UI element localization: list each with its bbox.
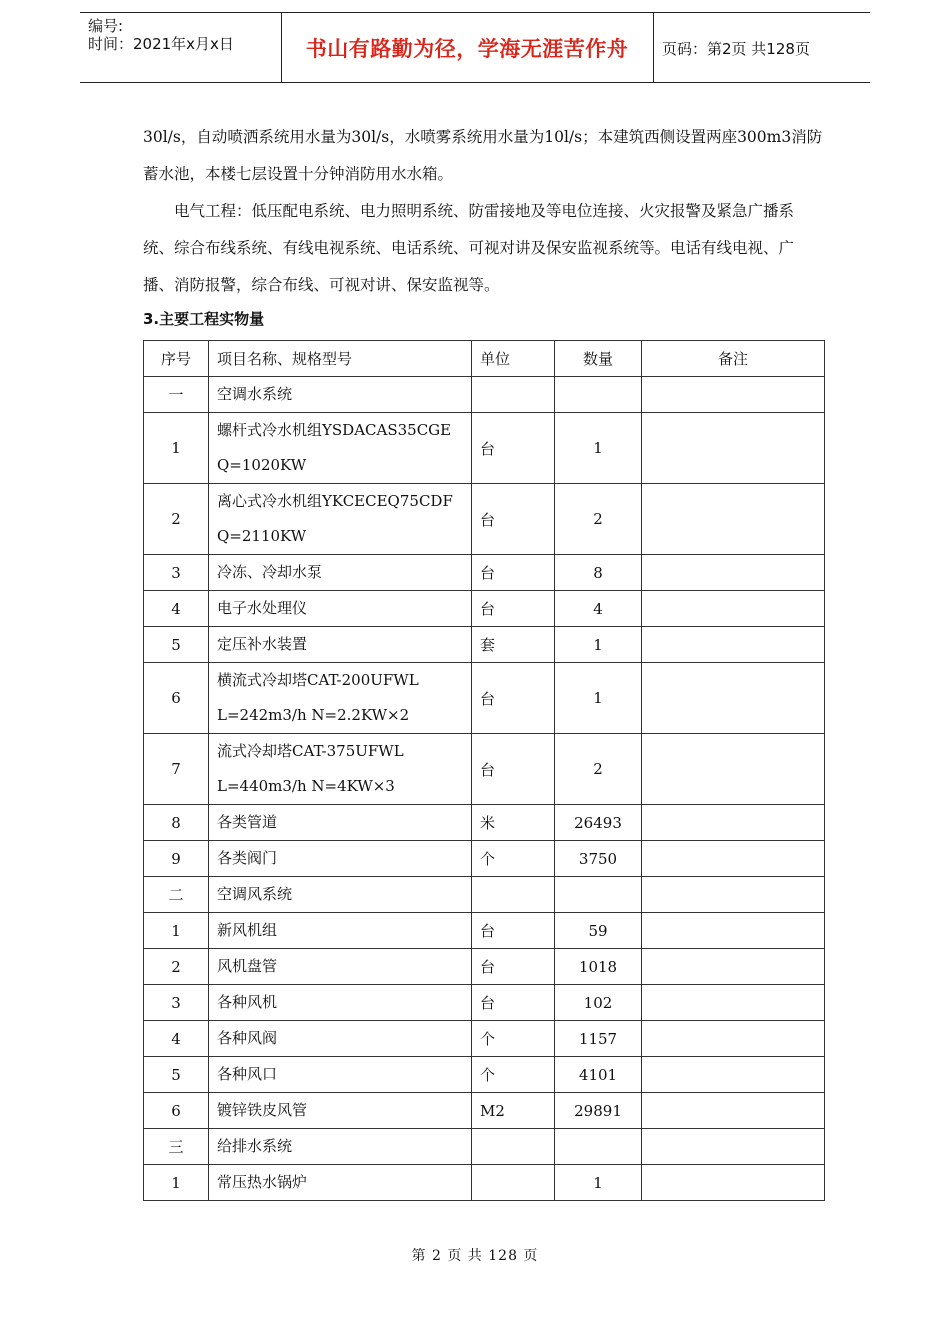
cell-unit	[472, 877, 555, 913]
cell-name	[209, 1021, 472, 1057]
cell-name-line: 横流式冷却塔CAT-200UFWL	[217, 671, 419, 689]
header-page-number: 页码：第2页 共128页	[662, 40, 810, 58]
cell-quantity: 2	[555, 484, 642, 555]
cell-quantity: 2	[555, 734, 642, 805]
cell-remarks	[642, 413, 825, 484]
cell-quantity: 29891	[555, 1093, 642, 1129]
table-row	[144, 413, 825, 484]
cell-remarks	[642, 1165, 825, 1201]
cell-name-spec-line: Q=1020KW	[217, 456, 307, 474]
cell-no: 9	[144, 841, 209, 877]
cell-unit: 台	[472, 663, 555, 734]
table-row	[144, 591, 825, 627]
table-row	[144, 627, 825, 663]
cell-no: 1	[144, 413, 209, 484]
cell-no: 5	[144, 627, 209, 663]
cell-unit: 台	[472, 949, 555, 985]
cell-name	[209, 949, 472, 985]
cell-no: 3	[144, 555, 209, 591]
cell-remarks	[642, 805, 825, 841]
cell-name-line: 离心式冷水机组YKCECEQ75CDF	[217, 492, 453, 510]
cell-no: 1	[144, 1165, 209, 1201]
cell-unit: 台	[472, 484, 555, 555]
cell-remarks	[642, 841, 825, 877]
table-row	[144, 1021, 825, 1057]
column-header-no: 序号	[144, 341, 209, 377]
column-header-quantity: 数量	[555, 341, 642, 377]
page-header	[80, 12, 870, 83]
cell-quantity: 26493	[555, 805, 642, 841]
cell-name	[209, 1129, 472, 1165]
cell-name-spec-line: Q=2110KW	[217, 527, 307, 545]
table-row	[144, 555, 825, 591]
cell-quantity: 4	[555, 591, 642, 627]
cell-no: 2	[144, 949, 209, 985]
cell-name	[209, 627, 472, 663]
header-divider	[653, 13, 654, 82]
cell-quantity: 1018	[555, 949, 642, 985]
cell-name	[209, 734, 472, 805]
cell-name-line: 各种风机	[217, 993, 278, 1011]
cell-unit: 台	[472, 413, 555, 484]
column-header-unit: 单位	[472, 341, 555, 377]
cell-quantity	[555, 377, 642, 413]
cell-no: 2	[144, 484, 209, 555]
cell-unit	[472, 1165, 555, 1201]
header-motto: 书山有路勤为径，学海无涯苦作舟	[305, 37, 629, 61]
cell-quantity: 1	[555, 1165, 642, 1201]
table-row	[144, 877, 825, 913]
cell-quantity: 8	[555, 555, 642, 591]
cell-remarks	[642, 377, 825, 413]
cell-quantity: 1157	[555, 1021, 642, 1057]
cell-no: 三	[144, 1129, 209, 1165]
table-row	[144, 949, 825, 985]
cell-name	[209, 985, 472, 1021]
cell-remarks	[642, 1129, 825, 1165]
cell-name-line: 常压热水锅炉	[217, 1173, 308, 1191]
cell-name-line: 流式冷却塔CAT-375UFWL	[217, 742, 404, 760]
header-meta	[88, 17, 234, 53]
cell-no: 8	[144, 805, 209, 841]
cell-no: 1	[144, 913, 209, 949]
table-row	[144, 377, 825, 413]
cell-name-line: 定压补水装置	[217, 635, 308, 653]
paragraph-water-supply: 30l/s，自动喷洒系统用水量为30l/s，水喷雾系统用水量为10l/s；本建筑西侧设置两座300m3消防蓄水池，本楼七层设置十分钟消防用水水箱。	[143, 128, 823, 183]
cell-unit: 台	[472, 734, 555, 805]
cell-remarks	[642, 949, 825, 985]
paragraph-electrical: 电气工程：低压配电系统、电力照明系统、防雷接地及等电位连接、火灾报警及紧急广播系统、综合布线系统、有线电视系统、电话系统、可视对讲及保安监视系统等。电话有线电视、广播、消防报警，综合布线、可视对讲、保安监视等。	[143, 202, 795, 294]
cell-unit: 台	[472, 591, 555, 627]
cell-name-line: 镀锌铁皮风管	[217, 1101, 308, 1119]
cell-no: 3	[144, 985, 209, 1021]
document-number-label: 编号:	[88, 17, 124, 35]
table-row	[144, 1165, 825, 1201]
cell-name	[209, 805, 472, 841]
table-row	[144, 1129, 825, 1165]
page-footer: 第 2 页 共 128 页	[411, 1248, 539, 1264]
cell-quantity: 59	[555, 913, 642, 949]
cell-name-line: 空调水系统	[217, 385, 293, 403]
cell-no: 6	[144, 663, 209, 734]
cell-unit: 台	[472, 985, 555, 1021]
cell-no: 4	[144, 1021, 209, 1057]
cell-name	[209, 591, 472, 627]
cell-name-spec-line: L=242m3/h N=2.2KW×2	[217, 706, 410, 724]
cell-name-line: 风机盘管	[217, 957, 278, 975]
table-row	[144, 484, 825, 555]
table-row	[144, 841, 825, 877]
cell-remarks	[642, 734, 825, 805]
cell-name	[209, 413, 472, 484]
table-row	[144, 1093, 825, 1129]
cell-unit: 套	[472, 627, 555, 663]
cell-name-line: 空调风系统	[217, 885, 293, 903]
cell-unit: M2	[472, 1093, 555, 1129]
cell-unit: 台	[472, 913, 555, 949]
table-row	[144, 1057, 825, 1093]
column-header-remarks: 备注	[642, 341, 825, 377]
table-row	[144, 805, 825, 841]
cell-unit: 台	[472, 555, 555, 591]
cell-unit: 个	[472, 841, 555, 877]
document-date-label: 时间：2021年x月x日	[88, 35, 234, 53]
cell-quantity: 1	[555, 627, 642, 663]
cell-name-line: 新风机组	[217, 921, 278, 939]
cell-name-spec-line: L=440m3/h N=4KW×3	[217, 777, 395, 795]
cell-name-line: 各类阀门	[217, 849, 278, 867]
cell-no: 7	[144, 734, 209, 805]
cell-name	[209, 1057, 472, 1093]
cell-remarks	[642, 484, 825, 555]
cell-no: 5	[144, 1057, 209, 1093]
cell-unit: 米	[472, 805, 555, 841]
cell-quantity: 102	[555, 985, 642, 1021]
cell-remarks	[642, 1057, 825, 1093]
cell-name	[209, 555, 472, 591]
cell-remarks	[642, 1021, 825, 1057]
cell-no: 6	[144, 1093, 209, 1129]
cell-remarks	[642, 591, 825, 627]
cell-quantity: 1	[555, 663, 642, 734]
cell-quantity	[555, 877, 642, 913]
cell-name-line: 螺杆式冷水机组YSDACAS35CGE	[217, 421, 452, 439]
cell-name	[209, 913, 472, 949]
cell-name	[209, 484, 472, 555]
cell-unit: 个	[472, 1021, 555, 1057]
cell-no: 二	[144, 877, 209, 913]
cell-name-line: 冷冻、冷却水泵	[217, 563, 323, 581]
cell-name-line: 各类管道	[217, 813, 278, 831]
cell-name-line: 电子水处理仪	[217, 599, 308, 617]
cell-remarks	[642, 985, 825, 1021]
cell-remarks	[642, 1093, 825, 1129]
column-header-name: 项目名称、规格型号	[209, 341, 472, 377]
cell-remarks	[642, 555, 825, 591]
cell-name	[209, 877, 472, 913]
cell-no: 4	[144, 591, 209, 627]
cell-name-line: 给排水系统	[217, 1137, 293, 1155]
table-row	[144, 734, 825, 805]
cell-name	[209, 377, 472, 413]
table-row	[144, 663, 825, 734]
cell-name	[209, 1165, 472, 1201]
table-header-row	[144, 341, 825, 377]
cell-unit	[472, 1129, 555, 1165]
cell-quantity	[555, 1129, 642, 1165]
section-title: 3.主要工程实物量	[143, 310, 265, 328]
quantity-table	[143, 340, 825, 1201]
cell-remarks	[642, 877, 825, 913]
cell-name-line: 各种风阀	[217, 1029, 278, 1047]
cell-name	[209, 1093, 472, 1129]
cell-name-line: 各种风口	[217, 1065, 278, 1083]
cell-remarks	[642, 913, 825, 949]
cell-quantity: 4101	[555, 1057, 642, 1093]
cell-remarks	[642, 627, 825, 663]
cell-name	[209, 663, 472, 734]
cell-unit	[472, 377, 555, 413]
cell-quantity: 3750	[555, 841, 642, 877]
cell-unit: 个	[472, 1057, 555, 1093]
cell-remarks	[642, 663, 825, 734]
cell-no: 一	[144, 377, 209, 413]
cell-name	[209, 841, 472, 877]
table-row	[144, 913, 825, 949]
cell-quantity: 1	[555, 413, 642, 484]
table-row	[144, 985, 825, 1021]
